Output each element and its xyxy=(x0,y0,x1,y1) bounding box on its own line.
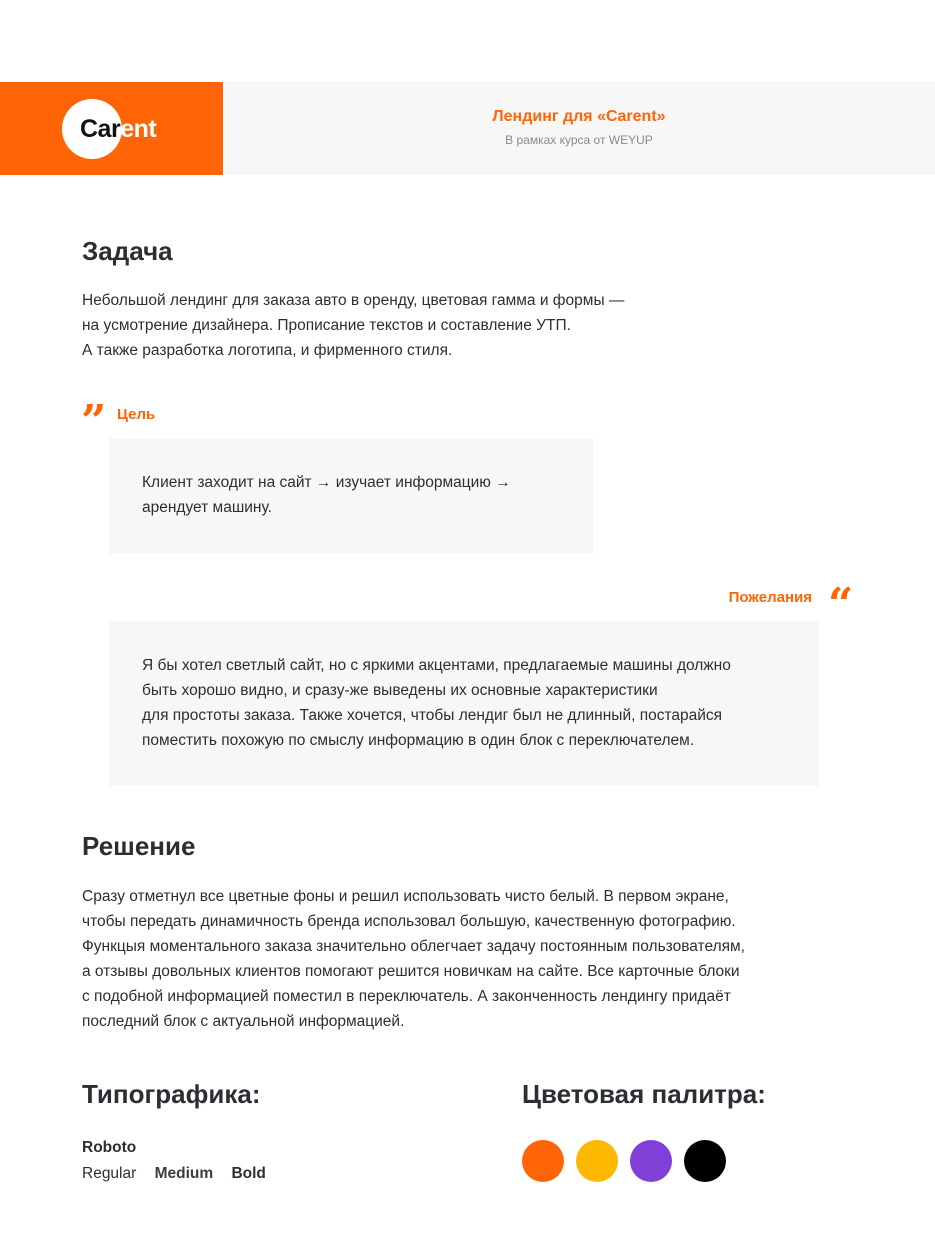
solution-line: с подобной информацией поместил в переключатель. А законченность лендингу придаёт xyxy=(82,988,731,1005)
task-line: Небольшой лендинг для заказа авто в оренду, цветовая гамма и формы — xyxy=(82,292,625,309)
font-weights xyxy=(82,1165,280,1183)
task-line: А также разработка логотипа, и фирменного стиля. xyxy=(82,342,453,359)
goal-line: Клиент заходит на сайт → изучает информацию → xyxy=(142,474,511,491)
logo-part-light: ent xyxy=(120,115,157,143)
solution-line: Функцыя моментального заказа значительно облегчает задачу постоянным пользователям, xyxy=(82,938,745,955)
logo-wordmark xyxy=(80,115,156,143)
color-swatches xyxy=(522,1140,726,1182)
solution-line: последний блок с актуальной информацией. xyxy=(82,1013,405,1030)
swatch-yellow xyxy=(576,1140,618,1182)
wishes-line: быть хорошо видно, и сразу-же выведены их основные характеристики xyxy=(142,682,658,699)
swatch-black xyxy=(684,1140,726,1182)
wishes-line: для простоты заказа. Также хочется, чтобы лендиг был не длинный, постарайся xyxy=(142,707,723,724)
palette-heading: Цветовая палитра: xyxy=(522,1079,766,1109)
header-bar xyxy=(0,82,935,175)
page-title: Лендинг для «Carent» xyxy=(492,108,666,125)
weight-bold: Bold xyxy=(231,1165,266,1182)
task-paragraph xyxy=(82,288,624,363)
weight-medium: Medium xyxy=(154,1165,214,1182)
wishes-label: Пожелания xyxy=(728,589,812,606)
weight-regular: Regular xyxy=(82,1165,137,1182)
solution-line: а отзывы довольных клиентов помогают решится новичкам на сайте. Все карточные блоки xyxy=(82,963,740,980)
goal-text xyxy=(142,470,511,520)
goal-line: арендует машину. xyxy=(142,499,272,516)
swatch-purple xyxy=(630,1140,672,1182)
opening-quote-icon: “ xyxy=(828,579,854,630)
task-heading: Задача xyxy=(82,236,173,266)
typography-heading: Типографика: xyxy=(82,1079,261,1109)
task-line: на усмотрение дизайнера. Прописание текстов и составление УТП. xyxy=(82,317,571,334)
logo-part-dark: Car xyxy=(80,115,121,143)
solution-heading: Решение xyxy=(82,831,196,861)
solution-line: Сразу отметнул все цветные фоны и решил использовать чисто белый. В первом экране, xyxy=(82,888,729,905)
wishes-line: Я бы хотел светлый сайт, но с яркими акцентами, предлагаемые машины должно xyxy=(142,657,731,674)
goal-label: Цель xyxy=(117,406,156,423)
font-name: Roboto xyxy=(82,1139,137,1156)
logo-block xyxy=(0,82,223,175)
swatch-orange xyxy=(522,1140,564,1182)
solution-paragraph xyxy=(82,884,745,1034)
solution-line: чтобы передать динамичность бренда использовал большую, качественную фотографию. xyxy=(82,913,736,930)
wishes-box xyxy=(109,621,819,786)
closing-quote-icon: ” xyxy=(81,396,107,447)
page-subtitle: В рамках курса от WEYUP xyxy=(505,133,653,147)
wishes-line: поместить похожую по смыслу информацию в один блок с переключателем. xyxy=(142,732,695,749)
goal-box xyxy=(109,438,593,554)
wishes-text xyxy=(142,653,731,753)
